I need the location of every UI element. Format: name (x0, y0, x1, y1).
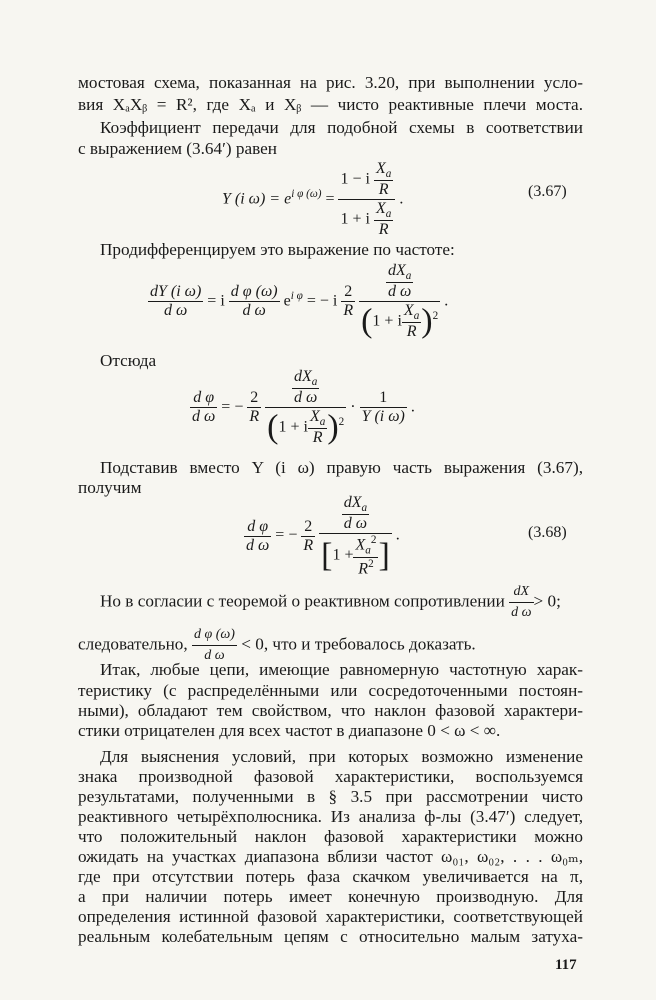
eq-var: X (403, 302, 414, 320)
eq-text: dX (509, 582, 533, 603)
eq-text: d ω (164, 302, 188, 320)
eq-sub: a (405, 270, 412, 283)
text-line: а при наличии потерь имеет конечную производную. Для (78, 887, 583, 906)
text-line: Подставив вместо Y (i ω) правую часть выражения (3.67), (100, 458, 583, 477)
fraction (342, 494, 369, 533)
text-line: Коэффициент передачи для подобной схемы в соответствии (100, 118, 583, 137)
eq-text: 1 (360, 389, 407, 408)
fraction (308, 408, 327, 447)
eq-text: d ω (204, 648, 225, 663)
eq-text: d ω (246, 536, 270, 554)
fraction (148, 283, 203, 320)
text-line: ными), обладают тем свойством, что наклон фазовой характери- (78, 701, 583, 720)
text-line: знака производной фазовой характеристики, воспользуемся (78, 767, 583, 786)
text-line: стики отрицателен для всех частот в диапазоне 0 < ω < ∞. (78, 721, 501, 740)
fraction (374, 160, 393, 199)
fraction (353, 534, 378, 578)
eq-text: dY (i ω) (150, 283, 202, 301)
text-span: следовательно, (78, 634, 188, 654)
fraction: $\frac{dX_a}{\text{d ω}}$ (1 + i $\frac{X_a}{R}$ )$^2$ (361, 262, 439, 341)
eq-sub: a (385, 208, 392, 221)
eq-text: 2 (301, 518, 315, 537)
eq-var: X (375, 160, 386, 177)
eq-text: 2 (247, 389, 261, 408)
fraction (190, 389, 217, 426)
text-line: Продифференцируем это выражение по частоте: (100, 240, 455, 259)
equation-number: (3.68) (528, 524, 567, 541)
eq-text: 1 + (278, 418, 300, 436)
eq-text: i (332, 292, 338, 310)
eq-text: Y (i ω) (361, 408, 405, 426)
eq-text: 2 (341, 283, 355, 302)
eq-var: R (378, 221, 389, 239)
equation-3-68: $\frac{\text{d φ}}{\text{d ω}}$ = − $\frac{2}{R}$ $\frac{dX_a}{\text{d ω}}$ [1 + $\frac{X_a^2}{R^2}$ ] . (246, 494, 400, 578)
text-line: теристику (с распределёнными или сосредоточенными постоян- (78, 681, 583, 700)
eq-var: R (303, 536, 314, 554)
fraction (244, 518, 271, 555)
eq-sub: a (361, 502, 368, 515)
text-line: реальным колебательным цепям с относительно малым затуха- (78, 927, 583, 946)
eq-var: R (343, 302, 354, 320)
eq-var: R (249, 408, 260, 426)
eq-var: R (358, 560, 369, 578)
fraction (292, 368, 319, 407)
eq-text: 1 − i (340, 170, 370, 188)
eq-text: e (283, 292, 291, 310)
eq-text: d φ (190, 389, 217, 408)
fraction (338, 160, 395, 239)
text-line: вия XₐXᵦ = R², где Xₐ и Xᵦ — чисто реактивные плечи моста. (78, 95, 583, 114)
eq-var: X (375, 200, 386, 218)
eq-exponent: i φ (290, 290, 303, 303)
text-line: что положительный наклон фазовой характеристики можно (78, 827, 583, 846)
equation-number: (3.67) (528, 183, 567, 200)
fraction (247, 389, 261, 426)
eq-var: dX (343, 494, 362, 511)
text-span: что и требовалось доказать. (272, 634, 476, 654)
fraction (360, 389, 407, 426)
equation-derivative: $\frac{\text{dY (i ω)}}{\text{d ω}}$ = i $\frac{\text{d φ (ω)}}{\text{d ω}}$ $e^{i \varphi}$ = − i $\frac{2}{R}$ $\frac{dX_a}{\text{d ω}}$ (1 + i $\frac{X_a}{R}$ )$^2$ . (150, 262, 449, 341)
eq-exponent: 2 (338, 416, 345, 429)
eq-sub: a (319, 416, 326, 429)
text-line: получим (78, 478, 142, 497)
eq-text: d ω (242, 302, 266, 320)
eq-text: d ω (192, 408, 216, 426)
equation-3-67: Y (i $\omega) = e^{i \varphi (\omega)}$ = 1 − i $\frac{X_a}{R}$ 1 + i $\frac{X_a}{R}$ . (222, 160, 404, 239)
text-line (100, 582, 561, 623)
eq-var: R (312, 429, 323, 447)
text-line: Для выяснения условий, при которых возможно изменение (100, 747, 583, 766)
equation-phase-slope: $\frac{\text{d φ}}{\text{d ω}}$ = − $\frac{2}{R}$ $\frac{dX_a}{\text{d ω}}$ (1 + i $\frac{X_a}{R}$ )$^2$ · $\frac{1}{\text{Y (i ω)}}$ . (192, 368, 415, 447)
eq-exponent: 2 (432, 310, 439, 323)
eq-text: 1 + i (340, 210, 370, 228)
eq-text: i (220, 292, 225, 310)
text-line: определения истинной фазовой характеристики, соответствующей (78, 907, 583, 926)
fraction (402, 302, 421, 341)
fraction (374, 200, 393, 239)
fraction: $\frac{dX_a}{\text{d ω}}$ [1 + $\frac{X_a^2}{R^2}$ ] (321, 494, 390, 578)
eq-text: d ω (343, 515, 368, 533)
fraction (301, 518, 315, 555)
eq-text: d ω (294, 389, 318, 407)
eq-text: = (321, 190, 335, 208)
text-line: Отсюда (100, 351, 157, 370)
fraction (341, 283, 355, 320)
fraction (229, 283, 280, 320)
eq-sub: a (413, 310, 420, 323)
eq-text: 1 + (372, 312, 394, 330)
text-span: Но в согласии с теоремой о реактивном сопротивлении (100, 591, 505, 611)
fraction (386, 262, 413, 301)
eq-text: < 0, (241, 634, 269, 654)
text-line: с выражением (3.64′) равен (78, 139, 277, 158)
text-line: ожидать на участках диапазона вблизи частот ω₀₁, ω₀₂, . . . ω₀ₘ, (78, 847, 583, 866)
eq-sub: a (311, 376, 318, 389)
eq-text: i (303, 418, 308, 436)
eq-var: R (406, 323, 417, 341)
eq-var: dX (293, 368, 312, 385)
text-line: Итак, любые цепи, имеющие равномерную частотную харак- (100, 660, 583, 679)
eq-var: X (355, 536, 366, 554)
fraction: $\frac{dX_a}{\text{d ω}}$ (1 + i $\frac{X_a}{R}$ )$^2$ (267, 368, 345, 447)
eq-text: d φ (ω) (230, 283, 278, 301)
eq-var: X (309, 408, 320, 426)
eq-text: d ω (387, 283, 412, 301)
text-line: реактивного четырёхполюсника. Из анализа ф-лы (3.47′) следует, (78, 807, 583, 826)
text-line: результатами, полученными в § 3.5 при рассмотрении чисто (78, 787, 583, 806)
eq-text: Y (i ω) = e (222, 190, 292, 208)
eq-sub: a (385, 168, 392, 181)
eq-sub: a (365, 544, 371, 557)
eq-exponent: 2 (368, 557, 374, 570)
eq-text: > 0; (533, 591, 561, 611)
eq-var: R (378, 181, 389, 199)
text-line: мостовая схема, показанная на рис. 3.20, при выполнении усло- (78, 73, 583, 92)
eq-exponent: i φ (ω) (291, 188, 322, 201)
eq-var: dX (387, 262, 406, 279)
eq-text: d ω (511, 605, 532, 620)
fraction (509, 582, 533, 623)
page-number: 117 (555, 957, 577, 973)
eq-text: 1 + (332, 546, 354, 564)
text-line: где при отсутствии потерь фаза скачком увеличивается на π, (78, 867, 583, 886)
eq-text: d φ (ω) (192, 625, 237, 646)
eq-text: d φ (244, 518, 271, 537)
eq-text: i (397, 312, 402, 330)
eq-exponent: 2 (370, 534, 377, 547)
